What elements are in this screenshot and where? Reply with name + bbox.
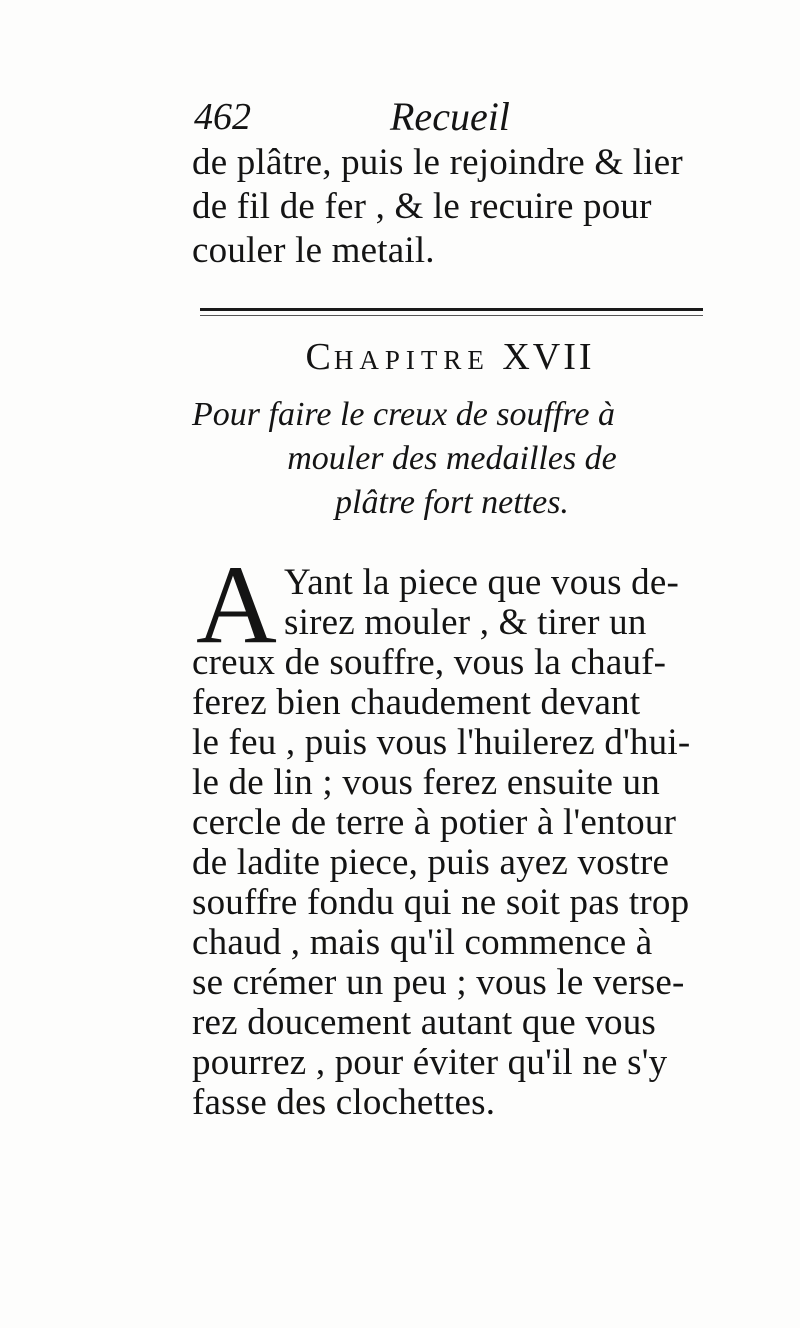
body-line: creux de souffre, vous la chauf- [192,642,667,683]
chapter-label: hapitre [333,336,490,378]
section-rule [200,308,703,311]
body-line: se crémer un peu ; vous le verse- [192,962,685,1003]
body-line: de ladite piece, puis ayez vostre [192,842,670,883]
chapter-heading [200,332,700,382]
body-line: sirez mouler , & tirer un [284,602,647,643]
body-line: pourrez , pour éviter qu'il ne s'y [192,1042,668,1083]
body-line: le de lin ; vous ferez ensuite un [192,762,660,803]
chapter-subtitle-line: mouler des medailles de [287,440,617,477]
body-line: le feu , puis vous l'huilerez d'hui- [192,722,691,763]
chapter-subtitle-line: Pour faire le creux de souffre à [192,396,616,433]
page-header [194,92,714,142]
body-line: ferez bien chaudement devant [192,682,641,723]
chapter-label-initial: C [305,336,334,378]
carryover-line: couler le metail. [192,230,435,271]
carryover-line: de fil de fer , & le recuire pour [192,186,652,227]
chapter-numeral: XVII [502,336,595,378]
body-line: fasse des clochettes. [192,1082,496,1123]
body-line: chaud , mais qu'il commence à [192,922,653,963]
body-line: Yant la piece que vous de- [284,562,679,603]
body-line: cercle de terre à potier à l'entour [192,802,677,843]
carryover-line: de plâtre, puis le rejoindre & lier [192,142,683,183]
chapter-subtitle-line: plâtre fort nettes. [335,484,569,521]
page-number: 462 [194,96,251,138]
body-line: souffre fondu qui ne soit pas trop [192,882,690,923]
body-line: rez doucement autant que vous [192,1002,657,1043]
running-head: Recueil [390,94,510,139]
drop-capital: A [196,543,277,667]
section-rule-thin [200,315,703,316]
